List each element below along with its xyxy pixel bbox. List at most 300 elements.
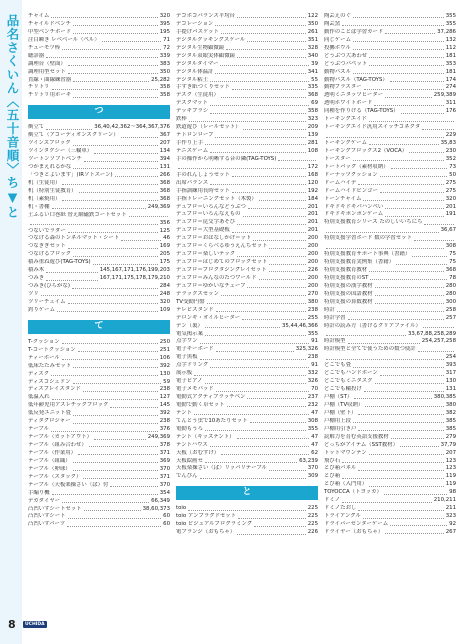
dot-leader	[83, 474, 157, 479]
dot-leader	[94, 434, 146, 439]
dot-leader	[369, 450, 444, 455]
entry-name: 手の操作から明晰する音の隣(TAG-TOYS)	[176, 155, 277, 162]
dot-leader	[353, 13, 444, 18]
entry-name: デン（裏）	[176, 322, 203, 329]
index-entry	[176, 275, 318, 283]
entry-name: とび箱	[324, 473, 341, 480]
dot-leader	[385, 29, 435, 34]
entry-name: デュプロ＝はじめてのブロックセット	[176, 259, 268, 266]
entry-page: 325,326	[295, 346, 318, 353]
dot-leader	[259, 196, 306, 201]
entry-name: 電ブランジ（おもちゃ）	[176, 529, 236, 536]
entry-name: 机（生徒用）	[28, 179, 61, 186]
entry-name: 戸棚（ST）	[324, 394, 353, 400]
dot-leader	[52, 204, 146, 209]
index-entry	[176, 505, 318, 513]
entry-page: 47	[311, 409, 318, 416]
index-entry	[176, 204, 318, 212]
entry-page: 280	[445, 282, 456, 289]
index-entry	[28, 474, 170, 482]
entry-page: 66,349	[151, 497, 170, 504]
entry-name: 調理用型セット	[28, 68, 66, 75]
index-entry	[324, 61, 456, 69]
dot-leader	[390, 521, 447, 526]
dot-leader	[358, 410, 443, 415]
entry-page: 352	[445, 155, 456, 162]
dot-leader	[348, 338, 420, 343]
index-entry	[324, 13, 456, 21]
entry-page: 109	[159, 306, 170, 313]
entry-page: 174	[445, 76, 456, 83]
index-entry	[176, 140, 318, 148]
entry-page: 378	[159, 442, 170, 448]
entry-name: 動物プラスター	[324, 84, 362, 91]
entry-page: 279	[445, 433, 456, 440]
entry-page: 275	[445, 187, 456, 194]
entry-page: 172	[307, 163, 318, 170]
entry-page: 266	[159, 171, 170, 178]
dot-leader	[348, 315, 444, 320]
entry-page: 249,369	[147, 203, 170, 210]
index-entry	[324, 481, 456, 489]
index-entry	[176, 211, 318, 219]
entry-name: ツインズブロック	[28, 140, 71, 147]
index-entry	[324, 37, 456, 45]
entry-name: 時計模型と全てで使うための数つ使計	[324, 346, 416, 353]
index-entry	[324, 227, 456, 235]
entry-page: 340	[307, 52, 318, 59]
entry-name: デスク（生徒用）	[176, 92, 219, 99]
dot-leader	[68, 243, 158, 248]
dot-leader	[342, 473, 444, 478]
entry-page: 371	[159, 449, 170, 456]
dot-leader	[243, 124, 306, 129]
dot-leader	[370, 275, 447, 280]
index-entry	[324, 77, 456, 85]
entry-page: 341	[307, 68, 318, 75]
entry-page: 119	[445, 473, 456, 480]
index-entry	[28, 84, 170, 92]
entry-page: 230	[445, 147, 456, 154]
dot-leader	[51, 13, 157, 18]
entry-name: 戸棚用引き戸	[324, 425, 357, 432]
entry-name: どこでもミニタスク	[324, 378, 373, 385]
dot-leader	[375, 283, 444, 288]
entry-name: てんとう虫で10あたりセット	[176, 417, 248, 424]
dot-leader	[57, 307, 158, 312]
entry-page: 355	[445, 20, 456, 27]
index-entry	[176, 235, 318, 243]
entry-page: 37,286	[437, 28, 456, 35]
entry-name: 手すき紙づくりセット	[176, 84, 230, 91]
dot-leader	[62, 355, 158, 360]
entry-page: 73	[449, 163, 456, 170]
index-entry	[324, 100, 456, 108]
dot-leader	[259, 275, 306, 280]
dot-leader	[189, 116, 306, 121]
entry-page: 370	[307, 465, 318, 472]
index-entry	[324, 92, 456, 100]
index-entry	[176, 196, 318, 204]
index-entry	[324, 45, 456, 53]
entry-name: ドームハイデ	[324, 179, 357, 186]
entry-name: 出席パランス	[176, 179, 209, 186]
dot-leader	[358, 426, 443, 431]
entry-name: デュプロ＝楽しいテック	[176, 251, 236, 258]
entry-name: つなげる森のトンネルマット・シート	[28, 235, 120, 242]
entry-page: 176	[445, 108, 456, 115]
index-entry	[176, 100, 318, 108]
index-entry	[324, 418, 456, 426]
entry-page: 200	[307, 259, 318, 266]
index-entry	[28, 164, 170, 172]
entry-page: 393	[445, 362, 456, 369]
dot-leader	[210, 180, 306, 185]
entry-name: toio アンプラグドセット	[176, 513, 237, 520]
index-entry	[28, 235, 170, 243]
entry-page: 122	[307, 13, 318, 19]
entry-name: デジタル双眼実体顕微鏡	[176, 52, 235, 59]
dot-leader	[73, 21, 158, 26]
entry-page: 370	[159, 465, 170, 472]
dot-leader	[326, 243, 444, 248]
index-entry	[324, 465, 456, 473]
entry-name: デジタルタイマー	[176, 60, 219, 67]
dot-leader	[205, 426, 306, 431]
dot-leader	[364, 386, 444, 391]
entry-name: 聴診器	[28, 52, 45, 59]
dot-leader	[93, 259, 158, 264]
dot-leader	[89, 442, 158, 447]
entry-page: 123	[445, 465, 456, 472]
entry-page: 46	[163, 235, 170, 242]
entry-page: 123	[445, 457, 456, 464]
entry-name: 「つきとよいます」(IRソトスーン)	[28, 171, 113, 178]
index-entry	[28, 21, 170, 29]
dot-leader	[353, 418, 444, 423]
entry-name: 電子ピアノ	[176, 378, 203, 385]
index-entry	[176, 69, 318, 77]
index-entry	[176, 402, 318, 410]
index-entry	[324, 450, 456, 458]
dot-leader	[365, 402, 443, 407]
entry-page: 238	[159, 386, 170, 393]
entry-name: 天板楽操さい〈ぱ〉リッパリテーブル	[176, 465, 267, 472]
index-entry	[28, 61, 170, 69]
dot-leader	[51, 426, 158, 431]
entry-name: デジタル生物顕微鏡	[176, 44, 225, 51]
entry-page: 119	[445, 481, 456, 488]
entry-page: 169	[159, 243, 170, 250]
entry-page: 200	[307, 243, 318, 250]
entry-name: 電動もうろ	[176, 425, 203, 432]
entry-name: デラックスセッン	[176, 290, 219, 297]
entry-page: 92	[449, 521, 456, 527]
entry-name: 飛び石	[324, 457, 341, 464]
entry-name: どこでも畳	[324, 362, 351, 369]
index-entry	[324, 196, 456, 204]
index-entry	[28, 379, 170, 387]
index-entry	[176, 108, 318, 116]
index-entry	[324, 29, 456, 37]
entry-page: 98	[449, 489, 456, 496]
entry-name: ドライバーセンターゲーム	[324, 521, 389, 527]
entry-page: 328	[307, 44, 318, 51]
index-entry	[324, 124, 456, 132]
index-entry	[28, 243, 170, 251]
dot-leader	[326, 331, 406, 336]
c1-top-list	[28, 13, 170, 100]
dot-leader	[200, 338, 310, 343]
dot-leader	[380, 172, 448, 177]
entry-page: 320	[159, 298, 170, 305]
dot-leader	[73, 92, 158, 97]
dot-leader	[326, 354, 444, 359]
dot-leader	[52, 84, 158, 89]
entry-page: 308	[307, 417, 318, 424]
entry-page: 385	[445, 417, 456, 424]
index-entry	[28, 29, 170, 37]
entry-page: 370	[159, 481, 170, 488]
dot-leader	[237, 219, 306, 224]
dot-leader	[380, 188, 444, 193]
index-entry	[176, 418, 318, 426]
index-entry	[324, 235, 456, 243]
index-entry	[28, 172, 170, 180]
entry-page: 200	[307, 274, 318, 281]
entry-name: 注目瞬き レベベール〈ペル〉	[28, 36, 100, 43]
entry-name: ティーボール	[28, 354, 60, 361]
entry-name: デジタル粘土	[176, 76, 209, 83]
entry-name: ドミノ	[324, 497, 341, 504]
entry-name: T-コートクッション	[28, 346, 76, 353]
dot-leader	[178, 164, 306, 169]
entry-name: デュプロ＝おはなしかけ＝ット	[176, 235, 252, 242]
index-entry	[176, 315, 318, 323]
index-entry	[176, 323, 318, 331]
dot-leader	[52, 394, 158, 399]
entry-page: 36,40,42,362〜364,367,376	[94, 124, 170, 131]
index-entry	[324, 283, 456, 291]
entry-name: どうぶつ大あわせ	[324, 52, 368, 59]
dot-leader	[210, 148, 306, 153]
entry-name: 特別支援の漢字教材	[324, 282, 373, 289]
index-entry	[28, 228, 170, 236]
entry-page: 317	[445, 370, 456, 377]
dot-leader	[369, 53, 444, 58]
uchida-logo: UCHIDA	[25, 622, 45, 627]
dot-leader	[363, 196, 443, 201]
entry-name: TV受動円盤	[176, 298, 205, 305]
entry-page: 267	[445, 528, 456, 535]
index-entry	[176, 458, 318, 466]
dot-leader	[210, 77, 309, 82]
dot-leader	[84, 156, 158, 161]
entry-name: 読解力を育む英語支援教材	[324, 433, 389, 440]
dot-leader	[353, 37, 444, 42]
dot-leader	[337, 307, 444, 312]
entry-name: デュプロ＝プロクタジングレイセット	[176, 267, 267, 273]
index-entry	[324, 204, 456, 212]
index-entry	[28, 45, 170, 53]
entry-page: 37,79	[440, 441, 456, 448]
entry-name: とび箱（入門用）	[324, 481, 368, 488]
entry-name: toio ビジュアルプログラミング	[176, 521, 253, 528]
entry-page: 332	[307, 370, 318, 377]
entry-name: どっちがアイテム（SST教材）	[324, 441, 398, 448]
entry-name: チリトリ用ホーキ	[28, 92, 72, 99]
index-entry	[28, 204, 170, 212]
entry-name: デコレーション	[176, 20, 214, 27]
index-entry	[28, 442, 170, 450]
entry-page: 120	[307, 179, 318, 186]
entry-page: 232	[307, 401, 318, 408]
entry-page: 225	[307, 513, 318, 520]
entry-name: デコボコパランス平均台	[176, 13, 235, 19]
index-entry	[324, 140, 456, 148]
c2-top-list	[176, 13, 318, 481]
dot-leader	[210, 362, 309, 367]
entry-name: 同じゲーム	[324, 36, 351, 43]
index-entry	[28, 363, 170, 371]
index-entry	[176, 164, 318, 172]
index-entry	[28, 418, 170, 426]
entry-name: トーキングエイド	[324, 116, 367, 123]
dot-leader	[250, 418, 306, 423]
index-entry	[324, 259, 456, 267]
dot-leader	[380, 370, 444, 375]
dot-leader	[73, 77, 149, 82]
entry-page: 392	[159, 362, 170, 369]
index-entry	[28, 339, 170, 347]
entry-name: 鉄棒	[176, 116, 187, 123]
index-entry	[176, 307, 318, 315]
entry-name: 積み重ね遊び(TAG-TOYS)	[28, 259, 91, 266]
entry-page: 145	[159, 402, 170, 409]
entry-page: 50	[449, 171, 456, 178]
entry-page: 259,389	[433, 92, 456, 99]
index-entry	[176, 77, 318, 85]
entry-name: 透明ミニタッツヒーター	[324, 92, 384, 99]
index-entry	[28, 490, 170, 498]
index-entry	[176, 513, 318, 521]
dot-leader	[412, 251, 447, 256]
entry-name: 電子メモパッド	[176, 386, 214, 393]
entry-page: 368	[159, 187, 170, 194]
entry-page: 200	[307, 235, 318, 242]
index-entry	[28, 347, 170, 355]
entry-name: 低年齢児用アスレチックブロック	[28, 402, 109, 409]
index-entry	[324, 211, 456, 219]
index-entry	[324, 331, 456, 339]
dot-leader	[385, 204, 443, 209]
entry-page: 112	[445, 44, 456, 51]
entry-name: 衝立て（アコーディオンスクリーン）	[28, 132, 119, 139]
entry-page: 211	[445, 505, 456, 512]
index-entry	[176, 299, 318, 307]
dot-leader	[342, 497, 432, 502]
index-entry	[176, 450, 318, 458]
entry-name: 同種を作りける（TAG-TOYS）	[324, 108, 399, 115]
dot-leader	[94, 148, 158, 153]
dot-leader	[254, 521, 306, 526]
index-entry	[28, 386, 170, 394]
entry-name: 投擲ボウル	[324, 44, 351, 51]
entry-name: とび箱パネル	[324, 465, 357, 472]
entry-page: 200	[307, 251, 318, 258]
index-entry	[324, 243, 456, 251]
dot-leader	[247, 37, 305, 42]
index-entry	[28, 513, 170, 521]
index-entry	[176, 362, 318, 370]
entry-name: どうぶつパペット	[324, 60, 368, 67]
dot-leader	[247, 394, 305, 399]
dot-leader	[385, 211, 444, 216]
index-entry	[28, 220, 170, 228]
dot-leader	[369, 481, 444, 486]
index-entry	[28, 506, 170, 514]
entry-page: 131	[445, 386, 456, 393]
index-entry	[28, 426, 170, 434]
index-entry	[28, 37, 170, 45]
index-entry	[324, 291, 456, 299]
dot-leader	[237, 251, 306, 256]
side-title: 品名さくいん〈五十音順〉ち▼と	[5, 14, 20, 219]
entry-page: 284	[159, 283, 170, 290]
dot-leader	[375, 291, 444, 296]
dot-leader	[216, 386, 309, 391]
entry-name: 特別支援の算数教材	[324, 298, 373, 305]
entry-name: 動物パズル	[324, 68, 351, 75]
entry-name: つみき(ひらがな)	[28, 283, 70, 290]
dot-leader	[73, 458, 158, 463]
entry-page: 181	[445, 68, 456, 75]
entry-name: デュプロ＝ゆかいなチェーブ	[176, 282, 246, 289]
entry-name: 点字ドリング	[176, 362, 209, 369]
index-entry	[324, 354, 456, 362]
dot-leader	[232, 172, 306, 177]
entry-name: 手指訓練用長時セット	[176, 187, 230, 194]
entry-page: 175	[159, 259, 170, 266]
dot-leader	[423, 323, 454, 328]
dot-leader	[200, 354, 306, 359]
entry-name: ツインタクシー（三輪車）	[28, 148, 93, 155]
entry-page: 380	[307, 298, 318, 305]
dot-leader	[73, 140, 158, 145]
dot-leader	[73, 29, 158, 34]
entry-name: 陶芸窯	[324, 20, 341, 27]
entry-page: 238	[307, 306, 318, 313]
entry-name: 手提げバスケット	[176, 28, 219, 35]
entry-page: 125	[159, 227, 170, 234]
entry-name: 特別支援教育サポート事典（書籍）	[324, 251, 411, 258]
dot-leader	[401, 108, 444, 113]
entry-name: 時計の読み方（書けるクリアファイル）	[324, 322, 421, 329]
entry-page: 195	[159, 28, 170, 35]
entry-page: 350	[307, 20, 318, 27]
index-entry	[324, 529, 456, 537]
dot-leader	[227, 402, 306, 407]
entry-page: 78	[449, 274, 456, 281]
index-entry	[324, 164, 456, 172]
entry-page: 355	[307, 330, 318, 337]
index-entry	[324, 299, 456, 307]
dot-leader	[73, 418, 158, 423]
dot-leader	[375, 378, 444, 383]
entry-page: 339	[159, 52, 170, 59]
dot-leader	[242, 315, 306, 320]
entry-name: ディタグロジャー	[28, 418, 71, 425]
